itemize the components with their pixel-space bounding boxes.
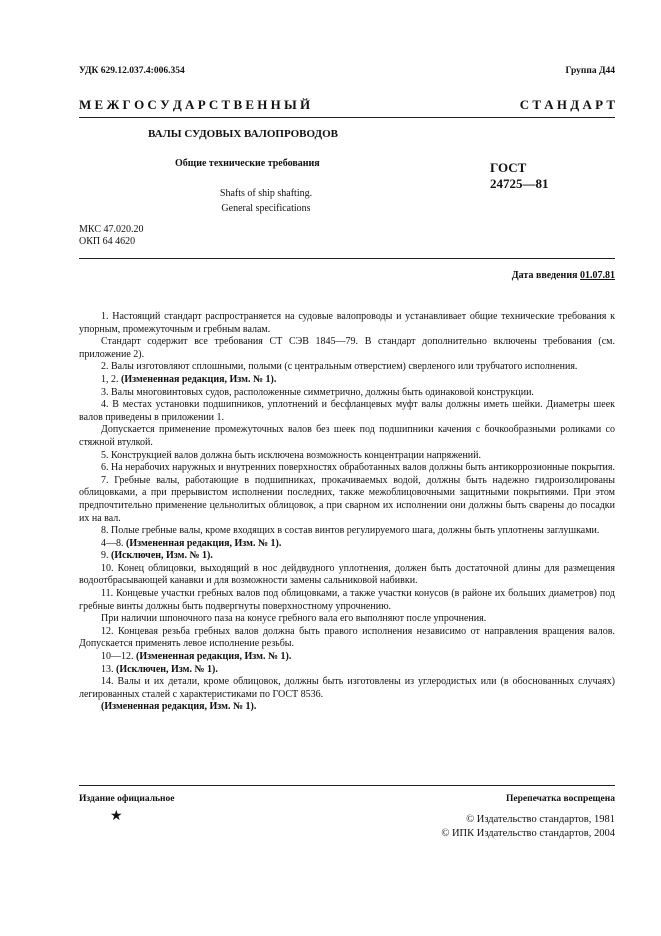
footer-rule	[79, 785, 615, 786]
paragraph-text: Допускается применение промежуточных валов без шеек под подшипники качения с бочкообразными роликами со стяжной втулкой.	[79, 424, 615, 448]
title-rule	[79, 258, 615, 259]
date-value: 01.07.81	[580, 270, 615, 281]
english-title-line1: Shafts of ship shafting.	[219, 188, 313, 199]
paragraph	[79, 626, 615, 651]
banner-left: М Е Ж Г О С У Д А Р С Т В Е Н Н Ы Й	[79, 97, 311, 112]
paragraph	[79, 613, 615, 626]
paragraph	[79, 424, 615, 449]
paragraph-text: 8. Полые гребные валы, кроме входящих в состав винтов регулируемого шага, должны быть уплотнены заглушками.	[101, 525, 600, 537]
amendment-note: (Измененная редакция, Изм. № 1).	[136, 651, 292, 663]
paragraph	[79, 336, 615, 361]
paragraph	[79, 701, 615, 714]
gost-number: 24725—81	[490, 176, 549, 191]
mks-code: МКС 47.020.20	[79, 224, 144, 235]
introduction-date	[512, 270, 615, 281]
english-title-line2: General specifications	[221, 203, 311, 214]
document-subtitle: Общие технические требования	[175, 158, 320, 169]
date-label: Дата введения	[511, 270, 578, 281]
paragraph-text: 4. В местах установки подшипников, уплотнений и бесфланцевых муфт валы должны иметь шейки. Диаметры шеек валов приведены в приложении 1.	[79, 399, 615, 423]
amendment-note: (Исключен, Изм. № 1).	[116, 663, 218, 675]
official-edition: Издание официальное	[79, 794, 175, 804]
paragraph-text: Стандарт содержит все требования СТ СЭВ 1845—79. В стандарт дополнительно включены требования (см. приложение 2).	[79, 336, 615, 360]
paragraph-text: 1. Настоящий стандарт распространяется на судовые валопроводы и устанавливает общие технические требования к упорным, промежуточным и гребным валам.	[79, 311, 615, 335]
paragraph-text: 10. Конец облицовки, выходящий в нос дейдвудного уплотнения, должен быть достаточной длины для размещения водоотбрасывающей канавки и для возможности замены сальниковой набивки.	[79, 562, 615, 587]
english-title	[196, 186, 336, 216]
paragraph	[79, 651, 615, 664]
paragraph-text: 2. Валы изготовляют сплошными, полыми (с центральным отверстием) сверленого или трубчатого исполнения.	[101, 361, 578, 373]
paragraph	[79, 588, 615, 613]
reprint-notice: Перепечатка воспрещена	[505, 794, 615, 804]
amendment-note: (Измененная редакция, Изм. № 1).	[126, 537, 282, 549]
copyright-2004: © ИПК Издательство стандартов, 2004	[441, 828, 615, 839]
paragraph	[79, 450, 615, 463]
amendment-note: (Измененная редакция, Изм. № 1).	[101, 701, 257, 713]
udk-code: УДК 629.12.037.4:006.354	[79, 66, 185, 76]
paragraph	[79, 361, 615, 374]
standard-banner	[79, 97, 615, 113]
paragraph-text: 6. На нерабочих наружных и внутренних поверхностях обработанных валов должны быть антикоррозионные покрытия.	[101, 462, 615, 474]
paragraph-text: 9.	[101, 550, 111, 562]
amendment-note: (Измененная редакция, Изм. № 1).	[121, 373, 277, 385]
paragraph-text: 5. Конструкцией валов должна быть исключена возможность концентрации напряжений.	[101, 449, 481, 461]
paragraph	[79, 525, 615, 538]
paragraph-text: 11. Концевые участки гребных валов под облицовками, а также участки конусов (в районе их больших диаметров) под гребные винты должны быть подвергнуты поверхностному упрочнению.	[79, 588, 615, 612]
paragraph-text: 1, 2.	[101, 373, 121, 385]
top-rule	[79, 117, 615, 118]
paragraph	[79, 475, 615, 525]
paragraph	[79, 462, 615, 475]
paragraph-text: 12. Концевая резьба гребных валов должна быть правого исполнения независимо от направления вращения валов. Допускается применять левое исполнение резьбы.	[79, 625, 615, 650]
paragraph	[79, 664, 615, 677]
gost-label: ГОСТ	[490, 160, 527, 175]
body-text	[79, 311, 615, 714]
paragraph-text: 7. Гребные валы, работающие в подшипниках, прокачиваемых водой, должны быть надежно гидроизолированы облицовками, а при прерывистом исполнении последних, также межоблицовочными защитными покрытиями. При этом предпочтительно применение цельнолитых облицовок, а при сварном их исполнении они должны быть сварены до посадки их на вал.	[79, 474, 615, 524]
paragraph	[79, 374, 615, 387]
paragraph	[79, 538, 615, 551]
paragraph-text: При наличии шпоночного паза на конусе гребного вала его выполняют после упрочнения.	[101, 613, 487, 625]
paragraph-text: 10—12.	[101, 651, 136, 663]
paragraph	[79, 676, 615, 701]
paragraph-text: 4—8.	[101, 537, 126, 549]
document-title: ВАЛЫ СУДОВЫХ ВАЛОПРОВОДОВ	[148, 128, 338, 140]
classification-codes	[79, 224, 143, 248]
gost-designation	[490, 160, 549, 192]
copyright	[441, 813, 615, 841]
paragraph-text: 14. Валы и их детали, кроме облицовок, должны быть изготовлены из углеродистых или (в обоснованных случаях) легированных сталей с характеристиками по ГОСТ 8536.	[79, 676, 615, 700]
paragraph	[79, 550, 615, 563]
banner-right: С Т А Н Д А Р Т	[519, 97, 615, 112]
paragraph	[79, 387, 615, 400]
paragraph	[79, 563, 615, 588]
group-code: Группа Д44	[565, 66, 615, 76]
paragraph-text: 3. Валы многовинтовых судов, расположенные симметрично, должны быть одинаковой конструкции.	[101, 386, 534, 398]
okp-code: ОКП 64 4620	[79, 236, 136, 247]
paragraph-text: 13.	[101, 663, 116, 675]
star-icon: ★	[110, 809, 123, 824]
amendment-note: (Исключен, Изм. № 1).	[111, 550, 213, 562]
copyright-1981: © Издательство стандартов, 1981	[466, 814, 615, 825]
paragraph	[79, 311, 615, 336]
paragraph	[79, 399, 615, 424]
